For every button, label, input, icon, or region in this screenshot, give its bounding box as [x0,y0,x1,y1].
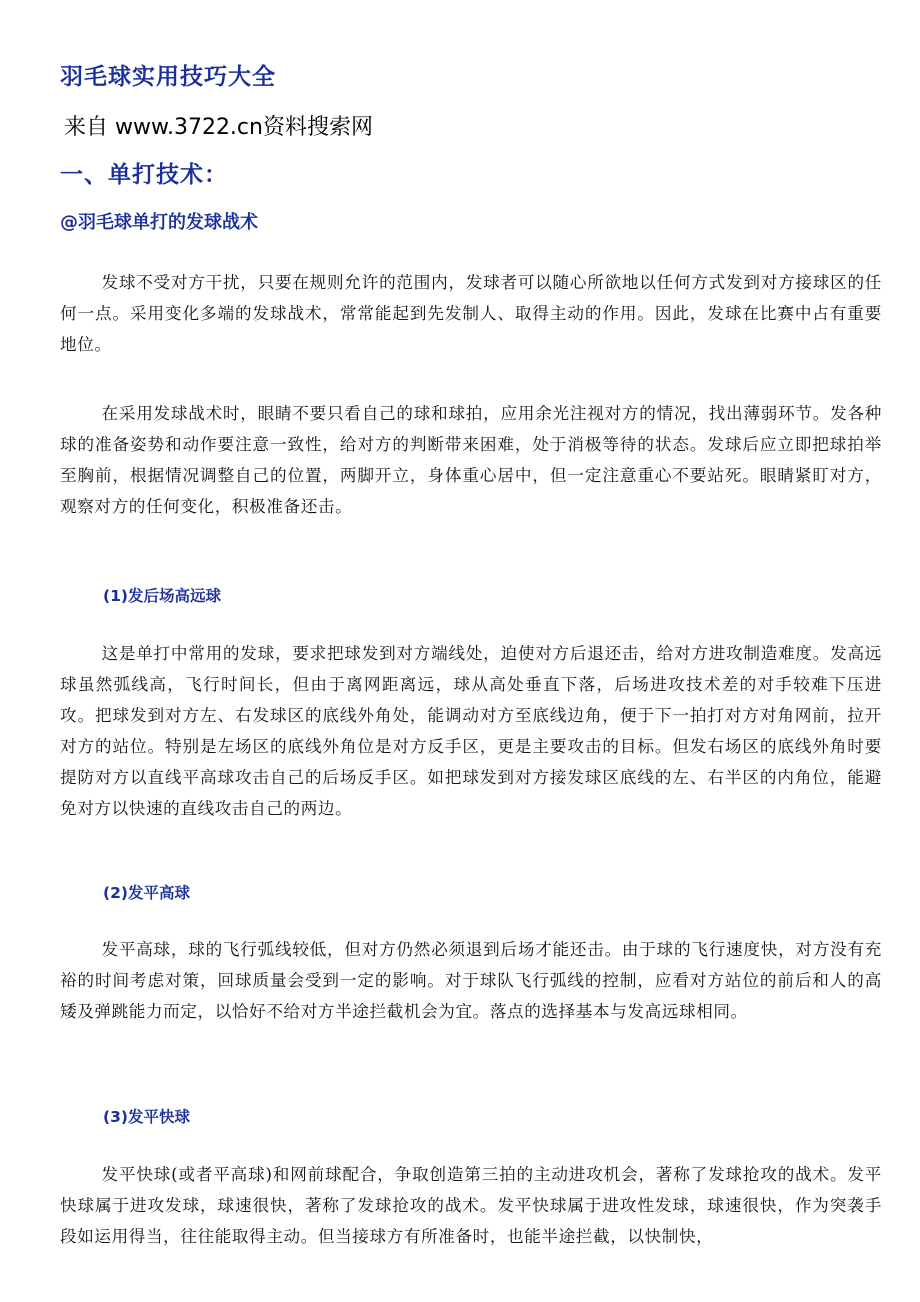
item-heading-flat-fast: (3)发平快球 [103,1108,190,1126]
item-text-high-clear: 这是单打中常用的发球，要求把球发到对方端线处，迫使对方后退还击，给对方进攻制造难度。发高远球虽然弧线高，飞行时间长，但由于离网距离远，球从高处垂直下落，后场进攻技术差的对手较难下压进攻。把球发到对方左、右发球区的底线外角处，能调动对方至底线边角，便于下一拍打对方对角网前，拉开对方的站位。特别是左场区的底线外角位是对方反手区，更是主要攻击的目标。但发右场区的底线外角时要提防对方以直线平高球攻击自己的后场反手区。如把球发到对方接发球区底线的左、右半区的内角位，能避免对方以快速的直线攻击自己的两边。 [60,644,882,818]
section-heading: 一、单打技术： [60,162,228,188]
subsection-heading: @羽毛球单打的发球战术 [60,212,258,233]
source-line: 来自 www.3722.cn资料搜索网 [64,115,373,140]
paragraph-tactics: 在采用发球战术时，眼睛不要只看自己的球和球拍，应用余光注视对方的情况，找出薄弱环节。发各种球的准备姿势和动作要注意一致性，给对方的判断带来困难，处于消极等待的状态。发球后应立即把球拍举至胸前，根据情况调整自己的位置，两脚开立，身体重心居中，但一定注意重心不要站死。眼睛紧盯对方，观察对方的任何变化，积极准备还击。 [60,404,882,516]
item-text-flat-fast: 发平快球(或者平高球)和网前球配合，争取创造第三拍的主动进攻机会，著称了发球抢攻的战术。发平快球属于进攻发球，球速很快，著称了发球抢攻的战术。发平快球属于进攻性发球，球速很快，作为突袭手段如运用得当，往往能取得主动。但当接球方有所准备时，也能半途拦截，以快制快， [60,1165,882,1246]
item-text-flat-high: 发平高球，球的飞行弧线较低，但对方仍然必须退到后场才能还击。由于球的飞行速度快，对方没有充裕的时间考虑对策，回球质量会受到一定的影响。对于球队飞行弧线的控制，应看对方站位的前后和人的高矮及弹跳能力而定，以恰好不给对方半途拦截机会为宜。落点的选择基本与发高远球相同。 [60,940,882,1021]
document-title: 羽毛球实用技巧大全 [60,64,276,90]
item-heading-high-clear: (1)发后场高远球 [103,587,221,605]
item-heading-flat-high: (2)发平高球 [103,884,190,902]
paragraph-intro: 发球不受对方干扰，只要在规则允许的范围内，发球者可以随心所欲地以任何方式发到对方接球区的任何一点。采用变化多端的发球战术，常常能起到先发制人、取得主动的作用。因此，发球在比赛中占有重要地位。 [60,273,882,354]
